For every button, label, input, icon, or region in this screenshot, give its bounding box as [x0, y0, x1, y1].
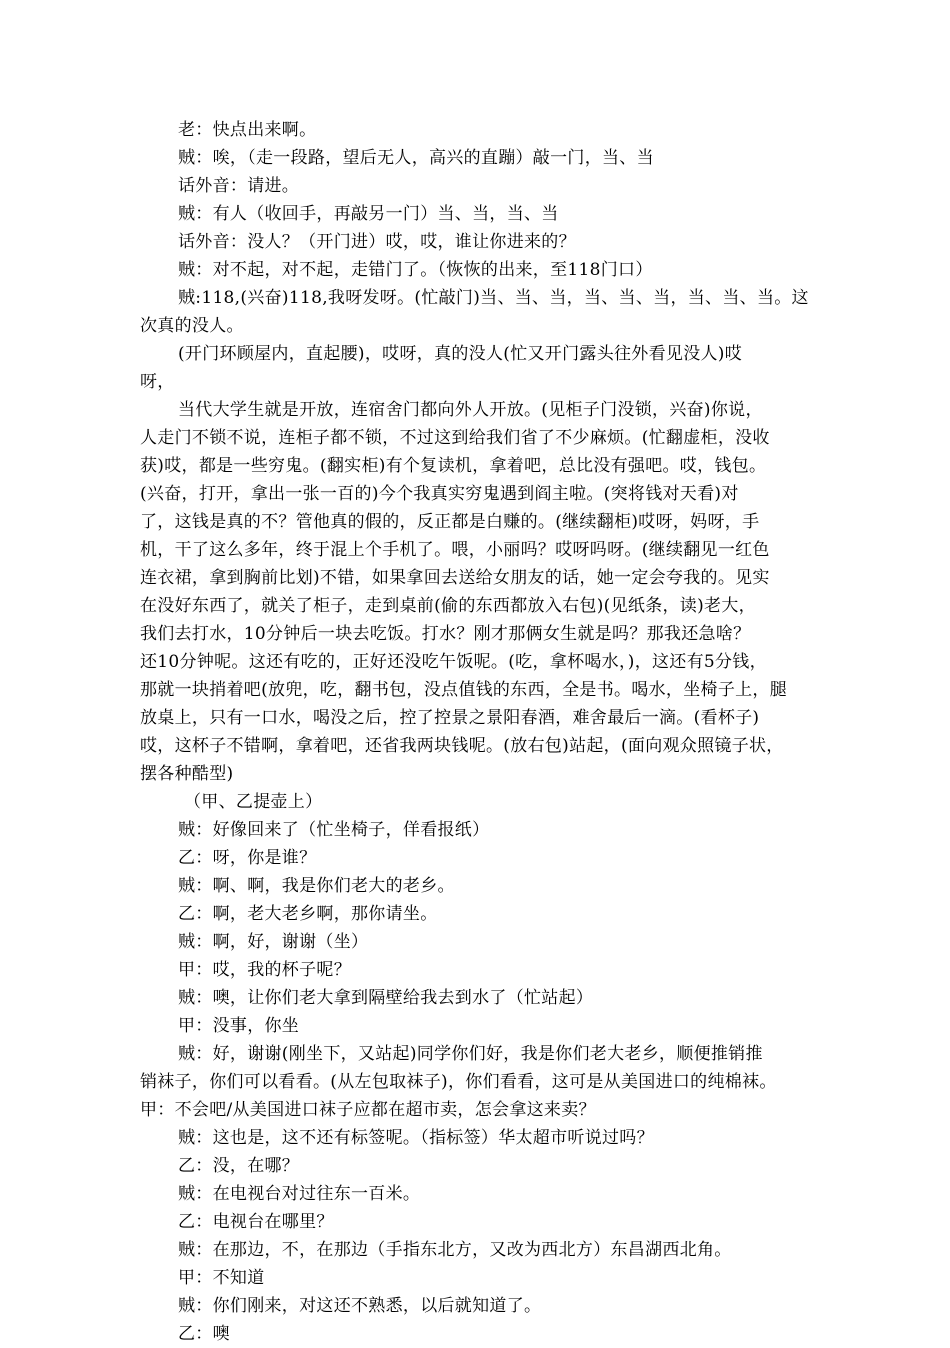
text-line: 贼：啊、啊，我是你们老大的老乡。 — [178, 876, 455, 896]
text-line: 乙：电视台在哪里？ — [178, 1212, 334, 1232]
text-line: 还10分钟呢。这还有吃的，正好还没吃午饭呢。(吃，拿杯喝水，)，这还有5分钱， — [140, 652, 767, 672]
text-line: （甲、乙提壶上） — [184, 792, 323, 812]
text-line: 甲：不会吧/从美国进口袜子应都在超市卖，怎会拿这来卖？ — [140, 1100, 596, 1120]
text-line: 贼：噢，让你们老大拿到隔壁给我去到水了（忙站起） — [178, 988, 594, 1008]
script-text — [140, 116, 816, 1348]
text-line: 贼：好，谢谢(刚坐下，又站起)同学你们好，我是你们老大老乡，顺便推销推 — [178, 1044, 763, 1064]
text-line: 贼：有人（收回手，再敲另一门）当、当，当、当 — [178, 204, 559, 224]
text-line: 话外音：请进。 — [178, 176, 300, 196]
text-line: 老：快点出来啊。 — [178, 120, 317, 140]
text-line: 销袜子，你们可以看看。(从左包取袜子)，你们看看，这可是从美国进口的纯棉袜。 — [140, 1072, 777, 1092]
text-line: 那就一块捎着吧(放兜，吃，翻书包，没点值钱的东西，全是书。喝水，坐椅子上，腿 — [140, 680, 788, 700]
text-line: 哎，这杯子不错啊，拿着吧，还省我两块钱呢。(放右包)站起，(面向观众照镜子状， — [140, 736, 784, 756]
text-line: (开门环顾屋内，直起腰)，哎呀，真的没人(忙又开门露头往外看见没人)哎 — [178, 344, 743, 364]
text-line: 话外音：没人？（开门进）哎，哎，谁让你进来的？ — [178, 232, 576, 252]
text-line: 甲：哎，我的杯子呢？ — [178, 960, 351, 980]
text-line: 人走门不锁不说，连柜子都不锁，不过这到给我们省了不少麻烦。(忙翻虚柜，没收 — [140, 428, 770, 448]
text-line: 贼：啊，好，谢谢（坐） — [178, 932, 369, 952]
text-line: 甲：没事，你坐 — [178, 1016, 300, 1036]
text-line: 获)哎，都是一些穷鬼。(翻实柜)有个复读机，拿着吧，总比没有强吧。哎，钱包。 — [140, 456, 767, 476]
text-line: 呀， — [140, 372, 175, 392]
text-line: 贼：唉，（走一段路，望后无人，高兴的直蹦）敲一门，当、当 — [178, 148, 654, 168]
text-line: 贼：你们刚来，对这还不熟悉，以后就知道了。 — [178, 1296, 542, 1316]
text-line: 乙：呀，你是谁？ — [178, 848, 317, 868]
text-line: 机，干了这么多年，终于混上个手机了。喂，小丽吗？哎呀吗呀。(继续翻见一红色 — [140, 540, 770, 560]
text-line: 乙：啊，老大老乡啊，那你请坐。 — [178, 904, 438, 924]
text-line: 乙：没，在哪？ — [178, 1156, 300, 1176]
text-line: 贼：这也是，这不还有标签呢。（指标签）华太超市听说过吗？ — [178, 1128, 654, 1148]
text-line: 贼：对不起，对不起，走错门了。（恢恢的出来，至118门口） — [178, 260, 653, 280]
text-line: 放桌上，只有一口水，喝没之后，控了控景之景阳春酒，难舍最后一滴。(看杯子) — [140, 708, 760, 728]
text-line: 乙：噢 — [178, 1324, 230, 1344]
text-line: 贼：在电视台对过往东一百米。 — [178, 1184, 421, 1204]
text-line: 摆各种酷型) — [140, 764, 234, 784]
text-line: 我们去打水，10分钟后一块去吃饭。打水？刚才那俩女生就是吗？那我还急啥？ — [140, 624, 751, 644]
text-line: 贼：在那边，不，在那边（手指东北方，又改为西北方）东昌湖西北角。 — [178, 1240, 732, 1260]
text-line: 了，这钱是真的不？管他真的假的，反正都是白赚的。(继续翻柜)哎呀，妈呀，手 — [140, 512, 760, 532]
text-line: 甲：不知道 — [178, 1268, 265, 1288]
text-line: 连衣裙，拿到胸前比划)不错，如果拿回去送给女朋友的话，她一定会夸我的。见实 — [140, 568, 770, 588]
text-line: 当代大学生就是开放，连宿舍门都向外人开放。(见柜子门没锁，兴奋)你说， — [178, 400, 763, 420]
text-line: 次真的没人。 — [140, 316, 244, 336]
text-line: 贼：好像回来了（忙坐椅子，佯看报纸） — [178, 820, 490, 840]
text-line: 在没好东西了，就关了柜子，走到桌前(偷的东西都放入右包)(见纸条，读)老大， — [140, 596, 756, 616]
text-line: 贼:118,(兴奋)118,我呀发呀。(忙敲门)当、当、当，当、当、当，当、当、当。这 — [178, 288, 809, 308]
text-line: (兴奋，打开，拿出一张一百的)今个我真实穷鬼遇到阎主啦。(突将钱对天看)对 — [140, 484, 739, 504]
